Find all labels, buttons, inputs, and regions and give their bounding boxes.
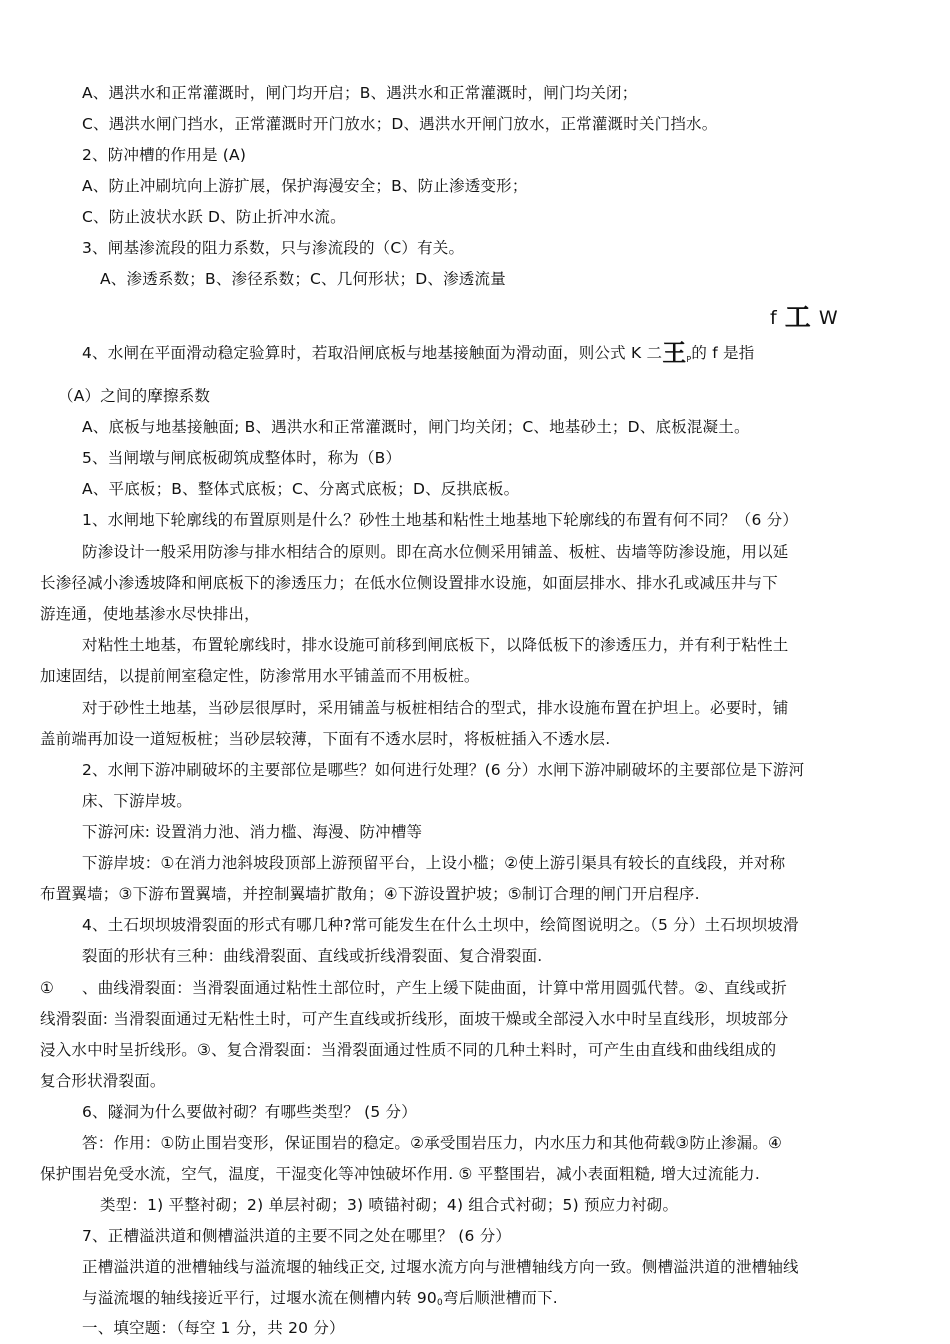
line-option-ab-gate: A、遇洪水和正常灌溉时，闸门均开启；B、遇洪水和正常灌溉时，闸门均关闭； — [82, 84, 638, 102]
essay-4-circle-one: ① — [40, 979, 55, 997]
essay-1-para-3: 盖前端再加设一道短板桩；当砂层较薄，下面有不透水层时，将板桩插入不透水层. — [40, 730, 611, 748]
formula-inline-symbol: 王 — [662, 339, 687, 367]
essay-7-answer: 正槽溢洪道的泄槽轴线与溢流堰的轴线正交, 过堰水流方向与泄槽轴线方向一致。侧槽溢洪道的泄槽轴线 — [82, 1258, 799, 1276]
essay-4-composite: 浸入水中时呈折线形。③、复合滑裂面：当滑裂面通过性质不同的几种土料时，可产生由直线和曲线组成的 — [40, 1041, 777, 1059]
essay-7-question: 7、正槽溢洪道和侧槽溢洪道的主要不同之处在哪里？ (6 分） — [82, 1227, 512, 1245]
formula-gong: 工 — [784, 303, 811, 333]
essay-4-line: 线滑裂面: 当滑裂面通过无粘性土时，可产生直线或折线形，面坡干燥或全部浸入水中时呈直线形，坝坡部分 — [40, 1010, 789, 1028]
essay-1-para-2: 对粘性土地基，布置轮廓线时，排水设施可前移到闸底板下，以降低板下的渗透压力，并有利于粘性土 — [82, 636, 789, 654]
formula-subscript: P — [686, 355, 692, 364]
question-4-tail: 的 f 是指 — [691, 344, 755, 362]
essay-1-para-3: 对于砂性土地基，当砂层很厚时，采用铺盖与板桩相结合的型式，排水设施布置在护坦上。必要时，铺 — [82, 699, 789, 717]
line-option-cd-gate: C、遇洪水闸门挡水，正常灌溉时开门放水；D、遇洪水开闸门放水，正常灌溉时关门挡水。 — [82, 115, 718, 133]
essay-7-answer — [82, 1288, 558, 1313]
formula-numerator — [770, 303, 838, 333]
essay-4-composite: 复合形状滑裂面。 — [40, 1072, 166, 1090]
essay-4-question: 4、土石坝坝坡滑裂面的形式有哪几种?常可能发生在什么土坝中，绘简图说明之。（5 分）土石坝坝坡滑 — [82, 916, 799, 934]
degree-mark: 0 — [436, 1298, 443, 1308]
line-option-ab-scour: A、防止冲刷坑向上游扩展，保护海漫安全；B、防止渗透变形； — [82, 177, 528, 195]
essay-4-answer: 裂面的形状有三种：曲线滑裂面、直线或折线滑裂面、复合滑裂面. — [82, 947, 543, 965]
essay-7-tail: 弯后顺泄槽而下. — [442, 1289, 558, 1307]
essay-7-text: 与溢流堰的轴线接近平行，过堰水流在侧槽内转 90 — [82, 1289, 437, 1307]
essay-1-para-1: 长渗径减小渗透坡降和闸底板下的渗透压力；在低水位侧设置排水设施，如面层排水、排水孔或减压井与下 — [40, 574, 778, 592]
essay-6-types: 类型：1) 平整衬砌；2) 单层衬砌；3) 喷锚衬砌；4) 组合式衬砌；5) 预应力衬砌。 — [100, 1196, 679, 1214]
formula-f: f — [770, 307, 777, 329]
essay-1-para-1: 防渗设计一般采用防渗与排水相结合的原则。即在高水位侧采用铺盖、板桩、齿墙等防渗设施，用以延 — [82, 543, 789, 561]
line-option-friction: A、底板与地基接触面; B、遇洪水和正常灌溉时，闸门均关闭；C、地基砂土；D、底板混凝土。 — [82, 418, 750, 436]
question-4-text: 4、水闸在平面滑动稳定验算时，若取沿闸底板与地基接触面为滑动面，则公式 K 二 — [82, 344, 663, 362]
essay-1-para-1: 游连通，使地基渗水尽快排出， — [40, 605, 260, 623]
question-2-anti-scour: 2、防冲槽的作用是 (A) — [82, 146, 247, 164]
essay-1-question: 1、水闸地下轮廓线的布置原则是什么？砂性土地基和粘性土地基地下轮廓线的布置有何不同？（6 分） — [82, 511, 799, 529]
essay-2-answer: 床、下游岸坡。 — [82, 792, 192, 810]
essay-2-bank: 下游岸坡：①在消力池斜坡段顶部上游预留平台，上设小槛；②使上游引渠具有较长的直线段，并对称 — [82, 854, 786, 872]
section-fill-blank: 一、填空题：（每空 1 分，共 20 分） — [82, 1319, 345, 1337]
essay-2-riverbed: 下游河床: 设置消力池、消力槛、海漫、防冲槽等 — [82, 823, 423, 841]
line-friction: （A）之间的摩擦系数 — [58, 387, 211, 405]
essay-6-function: 答：作用：①防止围岩变形，保证围岩的稳定。②承受围岩压力，内水压力和其他荷载③防止渗漏。④ — [82, 1134, 783, 1152]
formula-w: W — [818, 307, 838, 329]
line-option-slab: A、平底板；B、整体式底板；C、分离式底板；D、反拱底板。 — [82, 480, 520, 498]
question-4-sliding — [82, 339, 755, 370]
essay-6-function: 保护围岩免受水流，空气，温度，干湿变化等冲蚀破坏作用. ⑤ 平整围岩，减小表面粗糙, 增大过流能力. — [40, 1165, 760, 1183]
essay-6-question: 6、隧洞为什么要做衬砌？有哪些类型？ (5 分） — [82, 1103, 417, 1121]
line-option-seepage: A、渗透系数；B、渗径系数；C、几何形状；D、渗透流量 — [100, 270, 506, 288]
essay-2-question: 2、水闸下游冲刷破坏的主要部位是哪些？如何进行处理？(6 分）水闸下游冲刷破坏的主要部位是下游河 — [82, 761, 805, 779]
essay-2-bank: 布置翼墙；③下游布置翼墙，并控制翼墙扩散角；④下游设置护坡；⑤制订合理的闸门开启程序. — [40, 885, 700, 903]
essay-4-curve: 、曲线滑裂面：当滑裂面通过粘性土部位时，产生上缓下陡曲面，计算中常用圆弧代替。②、直线或折 — [82, 979, 787, 997]
question-3-seepage: 3、闸基渗流段的阻力系数，只与渗流段的（C）有关。 — [82, 239, 465, 257]
line-option-cd-scour: C、防止波状水跃 D、防止折冲水流。 — [82, 208, 346, 226]
essay-1-para-2: 加速固结，以提前闸室稳定性，防渗常用水平铺盖而不用板桩。 — [40, 667, 480, 685]
question-5-slab: 5、当闸墩与闸底板砌筑成整体时，称为（B） — [82, 449, 402, 467]
